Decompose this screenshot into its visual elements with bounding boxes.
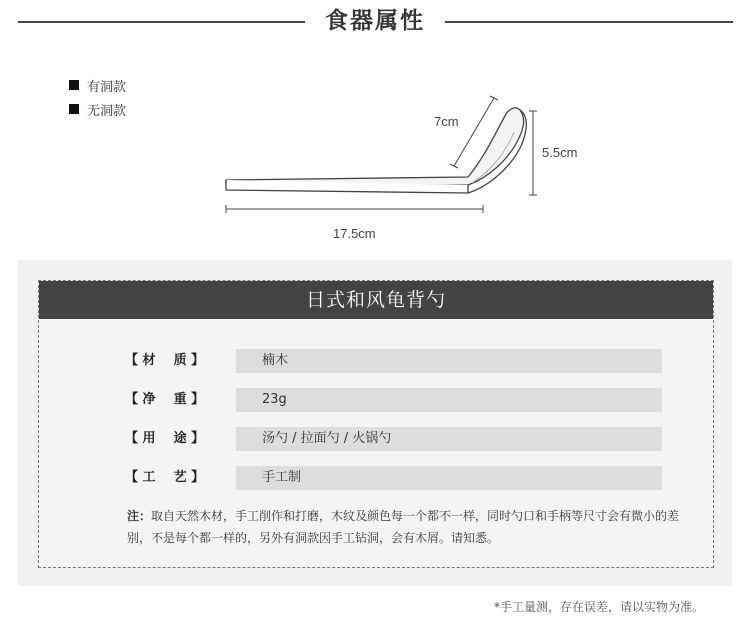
spec-label-weight: 【 净 重 】 bbox=[125, 392, 205, 407]
care-note bbox=[127, 505, 687, 549]
height-label: 5.5cm bbox=[542, 145, 578, 160]
spec-value-craft: 手工制 bbox=[236, 466, 662, 490]
legend-label: 有洞款 bbox=[87, 79, 127, 95]
spec-label-craft: 【 工 艺 】 bbox=[125, 470, 205, 485]
legend-label: 无洞款 bbox=[87, 103, 127, 119]
spec-card-frame bbox=[38, 280, 714, 568]
length-dimension-line bbox=[226, 205, 483, 213]
spec-value-weight: 23g bbox=[236, 388, 662, 412]
note-text: 取自天然木材，手工削作和打磨，木纹及颜色每一个都不一样，同时勺口和手柄等尺寸会有微小的差别，不是每个都一样的，另外有洞款因手工钻洞，会有木屑。请知悉。 bbox=[127, 509, 680, 545]
spec-label-usage: 【 用 途 】 bbox=[125, 431, 205, 446]
spec-value-material: 楠木 bbox=[236, 349, 662, 373]
height-dimension-line bbox=[529, 111, 537, 195]
section-title: 食器属性 bbox=[325, 7, 425, 34]
spoon-diagram bbox=[0, 0, 750, 260]
measurement-disclaimer: *手工量测，存在误差，请以实物为准。 bbox=[493, 600, 704, 614]
width-label: 7cm bbox=[434, 114, 459, 129]
spec-label-material: 【 材 质 】 bbox=[125, 353, 205, 368]
note-label: 注： bbox=[127, 509, 152, 523]
product-title: 日式和风龟背勺 bbox=[39, 281, 713, 319]
spec-value-usage: 汤勺 / 拉面勺 / 火锅勺 bbox=[236, 427, 662, 451]
spec-card bbox=[18, 260, 732, 586]
length-label: 17.5cm bbox=[333, 226, 376, 241]
